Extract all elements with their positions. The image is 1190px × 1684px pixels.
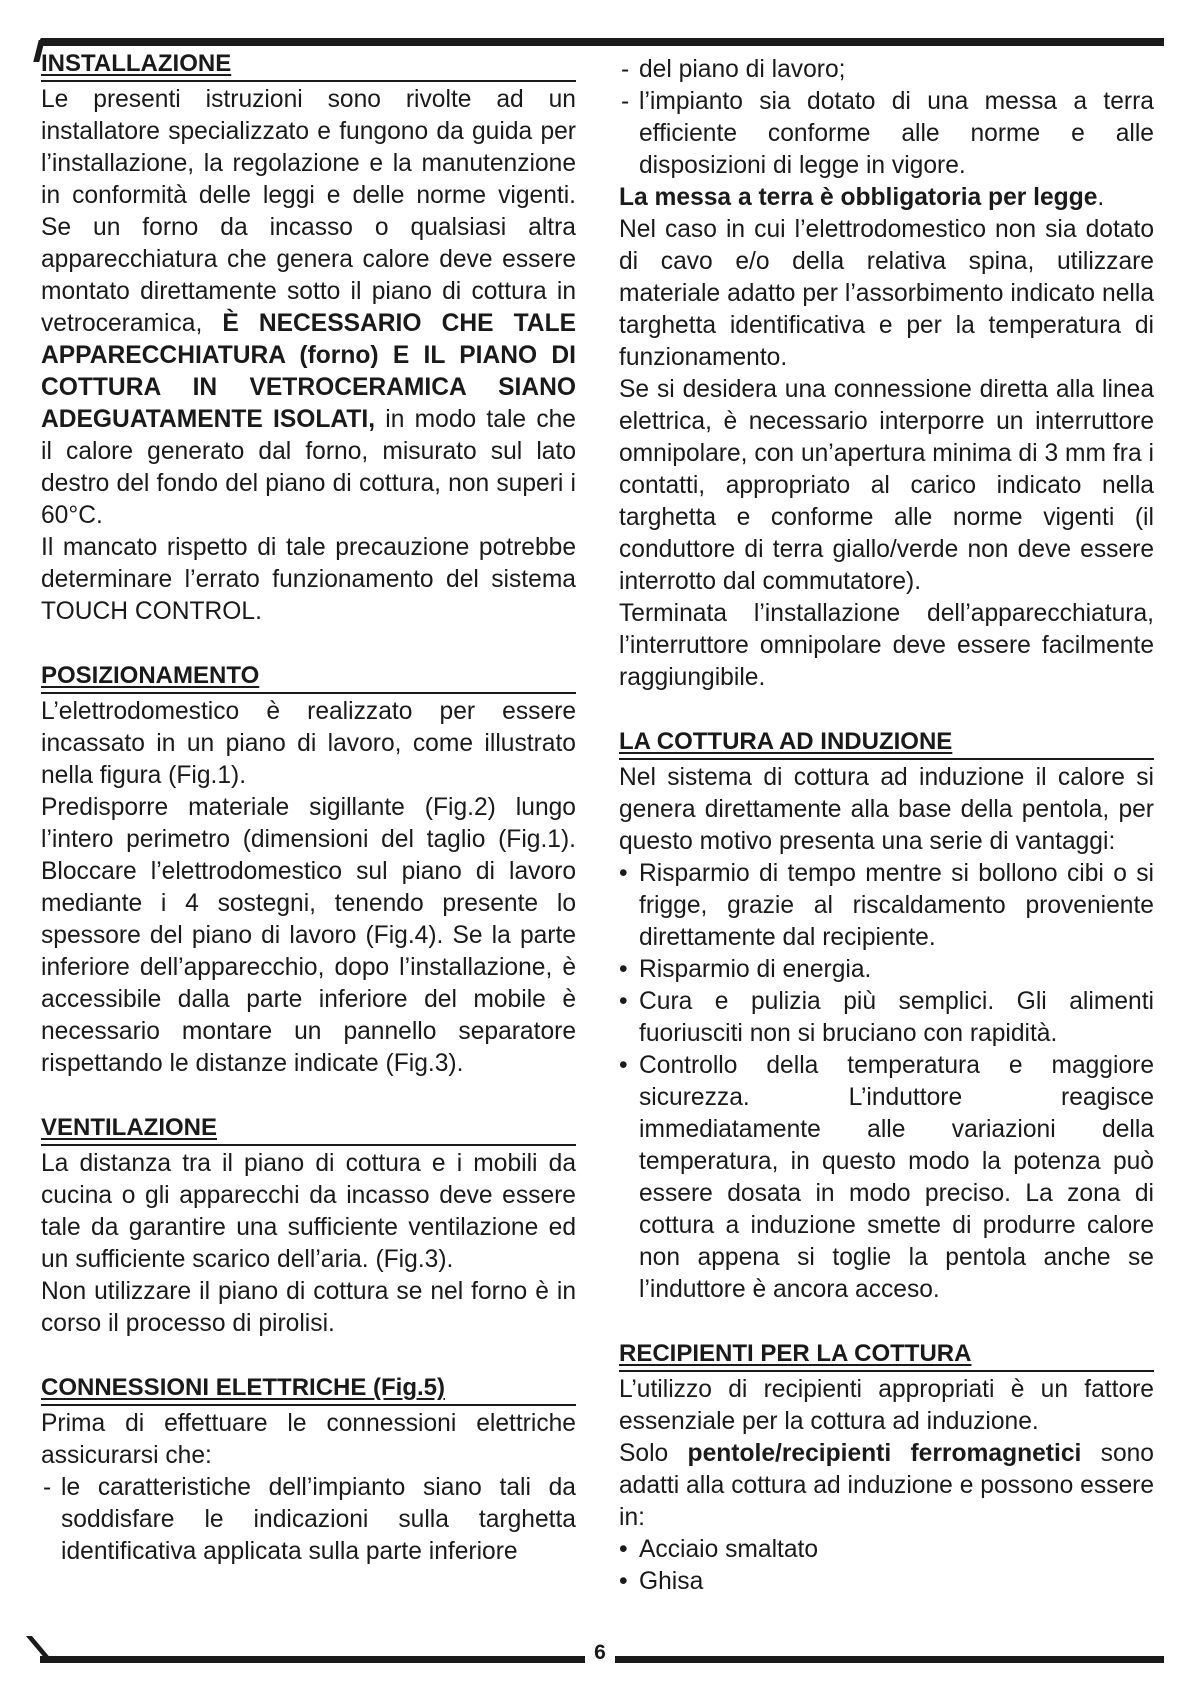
induzione-paragraph-1: Nel sistema di cottura ad induzione il calore si genera direttamente alla base della pentola, per questo motivo presenta una serie di vantaggi: <box>619 764 1154 855</box>
installazione-paragraph-2: Il mancato rispetto di tale precauzione potrebbe determinare l’errato funzionamento del sistema TOUCH CONTROL. <box>41 534 576 625</box>
bottom-border-left <box>40 1656 585 1663</box>
heading-recipienti: RECIPIENTI PER LA COTTURA <box>619 1340 1154 1372</box>
list-item-continued: - del piano di lavoro; <box>619 54 1154 86</box>
connessioni-list <box>41 1472 576 1568</box>
recipienti-paragraph-2: Solo pentole/recipienti ferromagnetici sono adatti alla cottura ad induzione e possono essere in: <box>619 1440 1154 1531</box>
posizionamento-paragraph-1: L’elettrodomestico è realizzato per essere incassato in un piano di lavoro, come illustrato nella figura (Fig.1). <box>41 698 576 789</box>
recipienti-paragraph-1: L’utilizzo di recipienti appropriati è un fattore essenziale per la cottura ad induzione. <box>619 1376 1154 1435</box>
list-item: • Controllo della temperatura e maggiore sicurezza. L’induttore reagisce immediatamente alle variazioni della temperatura, in questo modo la potenza può essere dosata in modo preciso. La zona di cottura a induzione smette di produrre calore non appena si toglie la pentola anche se l’induttore è ancora acceso. <box>619 1050 1154 1306</box>
page-number: 6 <box>594 1641 606 1664</box>
list-item: • Risparmio di tempo mentre si bollono cibi o si frigge, grazie al riscaldamento proveniente direttamente dal recipiente. <box>619 858 1154 954</box>
ventilazione-paragraph-2: Non utilizzare il piano di cottura se nel forno è in corso il processo di pirolisi. <box>41 1278 576 1337</box>
cont-paragraph-1: Nel caso in cui l’elettrodomestico non sia dotato di cavo e/o della relativa spina, utilizzare materiale adatto per l’assorbimento indicato nella targhetta identificativa e per la temperatura di funzionamento. <box>619 216 1154 371</box>
cont-paragraph-2: Se si desidera una connessione diretta alla linea elettrica, è necessario interporre un interruttore omnipolare, con un’apertura minima di 3 mm fra i contatti, appropriato al carico indicato nella targhetta e conforme alle norme vigenti (il conduttore di terra giallo/verde non deve essere interrotto dal commutatore). <box>619 376 1154 595</box>
bottom-border-right <box>615 1656 1164 1663</box>
list-item: - l’impianto sia dotato di una messa a terra efficiente conforme alle norme e alle disposizioni di legge in vigore. <box>619 86 1154 182</box>
messa-a-terra-note: La messa a terra è obbligatoria per legge. <box>619 184 1105 211</box>
materials-list <box>619 1534 1154 1598</box>
list-item: • Acciaio smaltato <box>619 1534 1154 1566</box>
list-item: • Risparmio di energia. <box>619 954 1154 986</box>
heading-ventilazione: VENTILAZIONE <box>41 1114 576 1146</box>
list-item: - le caratteristiche dell’impianto siano tali da soddisfare le indicazioni sulla targhetta identificativa applicata sulla parte inferiore <box>41 1472 576 1568</box>
installazione-paragraph-1: Le presenti istruzioni sono rivolte ad un installatore specializzato e fungono da guida per l’installazione, la regolazione e la manutenzione in conformità delle leggi e delle norme vigenti. Se un forno da incasso o qualsiasi altra apparecchiatura che genera calore deve essere montato direttamente sotto il piano di cottura in vetroceramica, È NECESSARIO CHE TALE APPARECCHIATURA (forno) E IL PIANO DI COTTURA IN VETROCERAMICA SIANO ADEGUATAMENTE ISOLATI, in modo tale che il calore generato dal forno, misurato sul lato destro del fondo del piano di cottura, non superi i 60°C. <box>41 86 576 529</box>
heading-installazione: INSTALLAZIONE <box>41 50 576 82</box>
heading-induzione: LA COTTURA AD INDUZIONE <box>619 728 1154 760</box>
heading-posizionamento: POSIZIONAMENTO <box>41 662 576 694</box>
connessioni-list-continued <box>619 54 1154 182</box>
list-item: • Ghisa <box>619 1566 1154 1598</box>
posizionamento-paragraph-2: Predisporre materiale sigillante (Fig.2) lungo l’intero perimetro (dimensioni del taglio (Fig.1). Bloccare l’elettrodomestico sul piano di lavoro mediante i 4 sostegni, tenendo presente lo spessore del piano di lavoro (Fig.4). Se la parte inferiore dell’apparecchio, dopo l’installazione, è accessibile dalla parte inferiore del mobile è necessario montare un pannello separatore rispettando le distanze indicate (Fig.3). <box>41 794 576 1077</box>
induzione-advantages-list <box>619 858 1154 1306</box>
left-column <box>41 50 576 1568</box>
heading-connessioni: CONNESSIONI ELETTRICHE (Fig.5) <box>41 1374 576 1406</box>
top-border <box>40 38 1164 46</box>
right-column <box>619 54 1154 1598</box>
cont-paragraph-3: Terminata l’installazione dell’apparecchiatura, l’interruttore omnipolare deve essere facilmente raggiungibile. <box>619 600 1154 691</box>
list-item: • Cura e pulizia più semplici. Gli alimenti fuoriusciti non si bruciano con rapidità. <box>619 986 1154 1050</box>
ventilazione-paragraph-1: La distanza tra il piano di cottura e i mobili da cucina o gli apparecchi da incasso deve essere tale da garantire una sufficiente ventilazione ed un sufficiente scarico dell’aria. (Fig.3). <box>41 1150 576 1273</box>
connessioni-paragraph-1: Prima di effettuare le connessioni elettriche assicurarsi che: <box>41 1410 576 1469</box>
